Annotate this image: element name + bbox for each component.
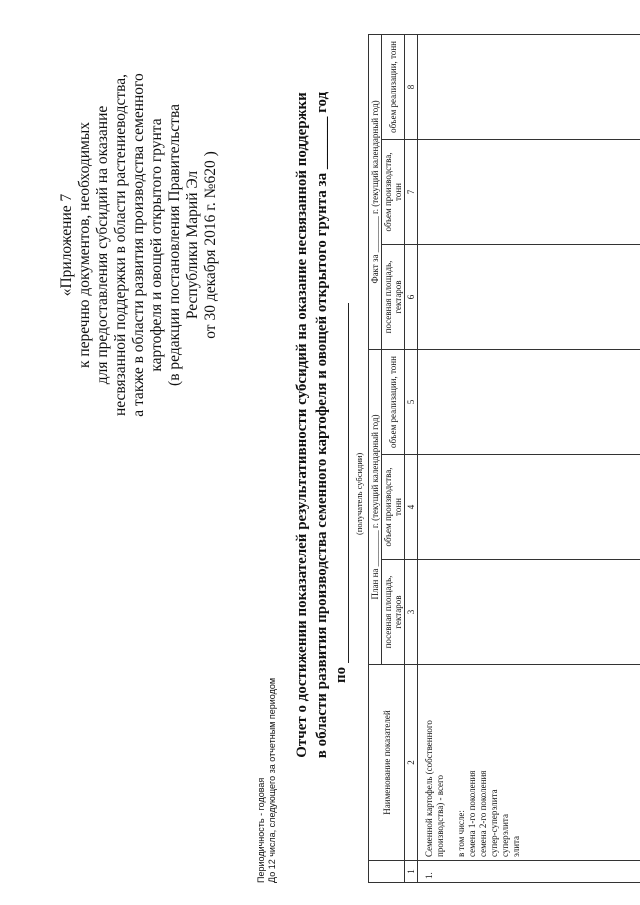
header-cell-fact: Факт за ________ г. (текущий календарный год) bbox=[369, 34, 382, 349]
row-indicator-name bbox=[418, 665, 640, 861]
appendix-line: а также в области развития производства семенного bbox=[130, 73, 147, 417]
periodicity-note bbox=[256, 678, 278, 883]
appendix-line: для предоставления субсидий на оказание bbox=[94, 105, 111, 385]
row-title: Семенной картофель (собственного производства) - всего bbox=[424, 720, 445, 857]
table-column-numbers-row bbox=[405, 34, 418, 882]
appendix-line: «Приложение 7 bbox=[58, 193, 75, 297]
cell-fact-area bbox=[418, 244, 640, 349]
column-number: 6 bbox=[405, 244, 418, 349]
header-cell-fact-area: посевная площадь, гектаров bbox=[382, 244, 405, 349]
header-cell-fact-sales: объем реализации, тонн bbox=[382, 34, 405, 139]
row-number: 1. bbox=[418, 861, 640, 883]
appendix-line: несвязанной поддержки в области растениеводства, bbox=[112, 73, 129, 417]
header-cell-number bbox=[369, 861, 405, 883]
table-row bbox=[418, 34, 640, 882]
row-subitem: семена 1-го поколения bbox=[467, 770, 477, 857]
header-cell-fact-production: объем производства, тонн bbox=[382, 139, 405, 244]
appendix-header bbox=[58, 25, 220, 465]
cell-fact-sales bbox=[418, 34, 640, 139]
report-title-line: Отчет о достижении показателей результативности субсидий на оказание несвязанной поддержки bbox=[294, 92, 310, 758]
column-number: 5 bbox=[405, 349, 418, 454]
appendix-line: Республики Марий Эл bbox=[184, 170, 201, 320]
appendix-line: от 30 декабря 2016 г. №620 ) bbox=[202, 151, 219, 339]
header-cell-plan-production: объем производства, тонн bbox=[382, 455, 405, 560]
appendix-line: (в редакции постановления Правительства bbox=[166, 104, 183, 386]
deadline-line: До 12 числа, следующего за отчетным периодом bbox=[267, 677, 277, 883]
row-subitem: элита bbox=[511, 835, 521, 857]
recipient-hint: (получатель субсидии) bbox=[354, 452, 364, 535]
appendix-line: к перечню документов, необходимых bbox=[76, 121, 93, 369]
recipient-prefix: по bbox=[333, 666, 349, 683]
header-cell-plan: План на ________ г. (текущий календарный год) bbox=[369, 349, 382, 664]
column-number: 1 bbox=[405, 861, 418, 883]
appendix-line: картофеля и овощей открытого грунта bbox=[148, 118, 165, 372]
row-subitem: семена 2-го поколения bbox=[478, 770, 488, 857]
recipient-underline bbox=[348, 303, 349, 663]
cell-fact-production bbox=[418, 139, 640, 244]
column-number: 4 bbox=[405, 455, 418, 560]
row-subitem: суперэлита bbox=[500, 814, 510, 857]
column-number: 2 bbox=[405, 665, 418, 861]
cell-plan-production bbox=[418, 455, 640, 560]
cell-plan-sales bbox=[418, 349, 640, 454]
cell-plan-area bbox=[418, 560, 640, 665]
report-title-line: в области развития производства семенного картофеля и овощей открытого грунта за _______ год bbox=[314, 91, 330, 759]
periodicity-line: Периодичность - годовая bbox=[256, 777, 266, 883]
table-header-row bbox=[369, 34, 382, 882]
row-including-label: в том числе: bbox=[456, 810, 466, 857]
column-number: 7 bbox=[405, 139, 418, 244]
header-cell-plan-sales: объем реализации, тонн bbox=[382, 349, 405, 454]
row-subitem: супер-суперэлита bbox=[489, 789, 499, 857]
column-number: 3 bbox=[405, 560, 418, 665]
report-title bbox=[292, 75, 332, 775]
header-cell-plan-area: посевная площадь, гектаров bbox=[382, 560, 405, 665]
recipient-field bbox=[333, 263, 350, 683]
header-cell-indicator-name: Наименование показателей bbox=[369, 665, 405, 861]
report-table bbox=[368, 34, 640, 883]
column-number: 8 bbox=[405, 34, 418, 139]
